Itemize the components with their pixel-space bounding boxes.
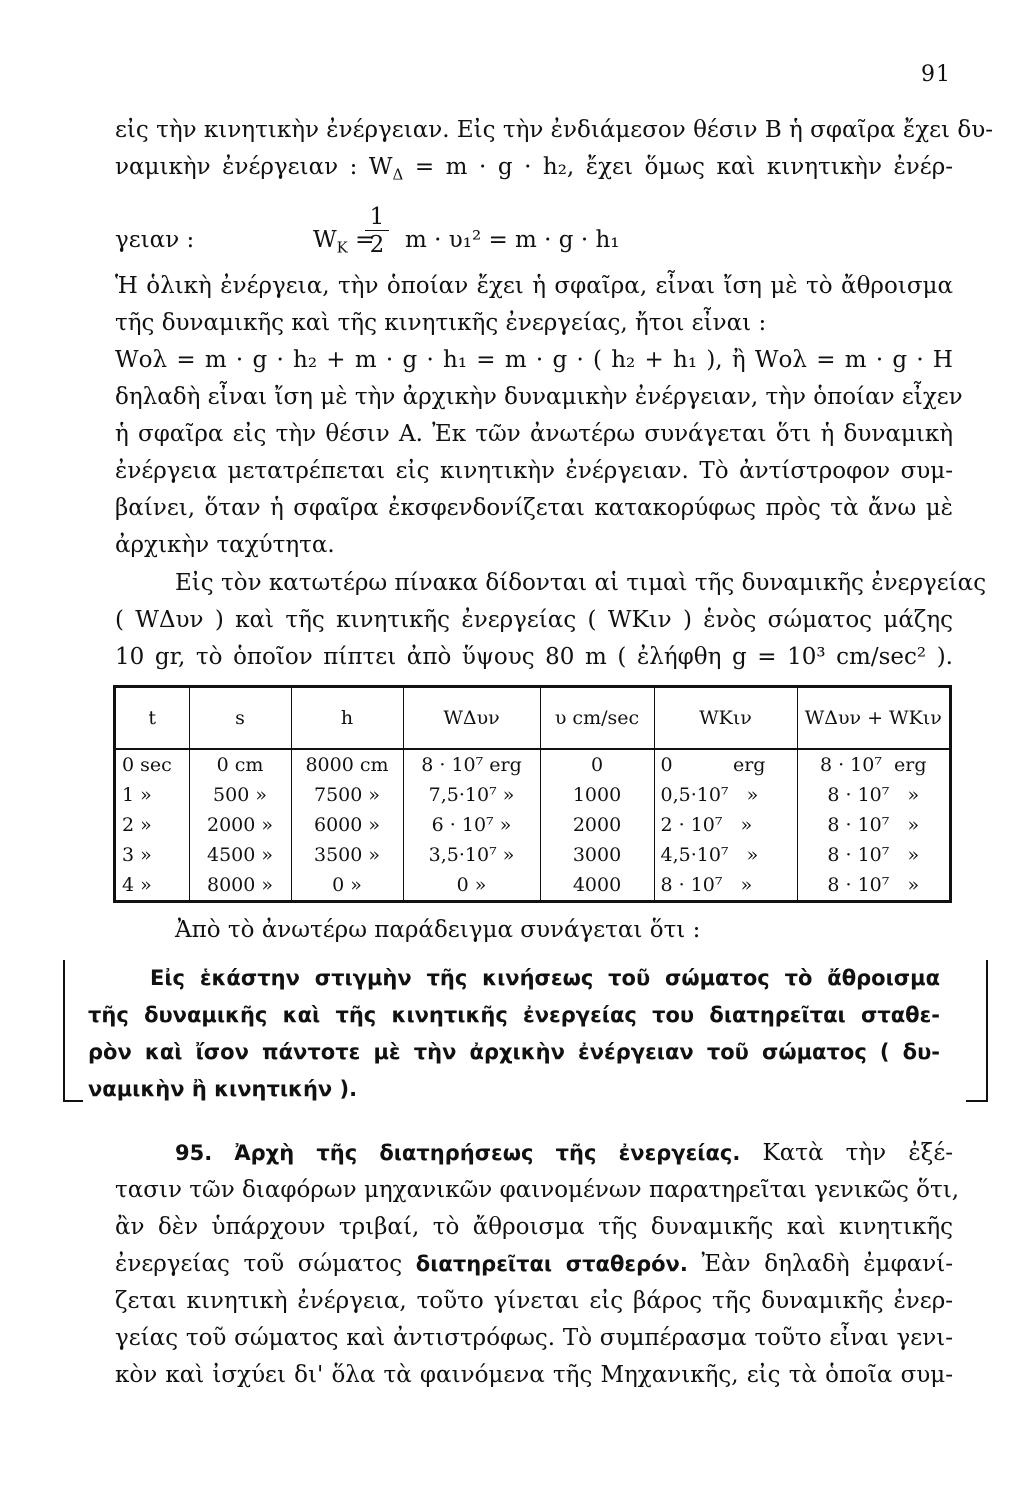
column-header: WΔυν xyxy=(403,688,540,749)
text-line: 10 gr, τὸ ὁποῖον πίπτει ἀπὸ ὕψους 80 m ( ἐλήφθη g = 10³ cm/sec² ). xyxy=(115,644,953,670)
text-line: δηλαδὴ εἶναι ἴση μὲ τὴν ἀρχικὴν δυναμικὴν ἐνέργειαν, τὴν ὁποίαν εἶχεν xyxy=(115,384,963,410)
column-header: h xyxy=(291,688,403,749)
table-cell: 8 · 10⁷ » xyxy=(827,844,920,866)
table-cell: 2 » xyxy=(116,810,189,840)
table-cell: 4500 » xyxy=(189,840,291,870)
text-line: ἡ σφαῖρα εἰς τὴν θέσιν Α. Ἐκ τῶν ἀνωτέρω συνάγεται ὅτι ἡ δυναμικὴ xyxy=(115,421,953,447)
table-cell: 0 erg xyxy=(654,749,797,780)
column-header: υ cm/sec xyxy=(540,688,654,749)
left-bracket-mark xyxy=(63,960,83,1102)
table-cell: 8 · 10⁷ erg xyxy=(403,749,540,780)
text-line: τασιν τῶν διαφόρων μηχανικῶν φαινομένων παρατηρεῖται γενικῶς ὅτι, xyxy=(115,1177,960,1203)
section-number: 95. xyxy=(175,1141,213,1165)
table-cell: 0 » xyxy=(291,870,403,900)
paragraph-kinetic-intro xyxy=(115,112,993,194)
table-row xyxy=(116,780,949,810)
right-bracket-mark xyxy=(966,960,988,1102)
section-95 xyxy=(115,1135,960,1394)
paragraph-table-intro xyxy=(115,565,987,676)
table-cell: 500 » xyxy=(189,780,291,810)
table-cell: 7500 » xyxy=(291,780,403,810)
text-fragment: ναμικὴν ἐνέργειαν : W xyxy=(115,154,393,180)
table-cell: 0,5·10⁷ » xyxy=(654,780,797,810)
subscript-delta: Δ xyxy=(392,165,404,184)
table-cell: 1000 xyxy=(540,780,654,810)
kinetic-energy-formula xyxy=(115,200,815,270)
text-line: Wολ = m · g · h₂ + m · g · h₁ = m · g · ( h₂ + h₁ ), ἢ Wολ = m · g · H xyxy=(115,347,953,373)
text-line: Ἡ ὁλικὴ ἐνέργεια, τὴν ὁποίαν ἔχει ἡ σφαῖρα, εἶναι ἴση μὲ τὸ ἄθροισμα xyxy=(115,273,953,299)
text-line: ναμικὴν ἢ κινητικήν ). xyxy=(88,1077,358,1101)
section-title: Ἀρχὴ τῆς διατηρήσεως τῆς ἐνεργείας. xyxy=(234,1141,741,1165)
text-line: εἰς τὴν κινητικὴν ἐνέργειαν. Εἰς τὴν ἐνδιάμεσον θέσιν Β ἡ σφαῖρα ἔχει δυ- xyxy=(115,117,993,143)
text-line: ρὸν καὶ ἴσον πάντοτε μὲ τὴν ἀρχικὴν ἐνέργειαν τοῦ σώματος ( δυ- xyxy=(88,1040,940,1064)
table-cell: 8 · 10⁷ erg xyxy=(819,754,927,776)
text-line: κὸν καὶ ἰσχύει δι' ὅλα τὰ φαινόμενα τῆς Μηχανικῆς, εἰς τὰ ὁποῖα συμ- xyxy=(115,1362,953,1388)
text-line: ζεται κινητικὴ ἐνέργεια, τοῦτο γίνεται εἰς βάρος τῆς δυναμικῆς ἐνερ- xyxy=(115,1288,953,1314)
formula-label: γειαν : xyxy=(115,227,195,253)
table-cell: 0 » xyxy=(403,870,540,900)
formula-lhs: $W_K$ = xyxy=(313,227,375,257)
text-fragment: ἐνεργείας τοῦ σώματος xyxy=(115,1251,403,1277)
table-cell: 8 · 10⁷ » xyxy=(827,814,920,836)
table-cell: 3,5·10⁷ » xyxy=(403,840,540,870)
table-row xyxy=(116,840,949,870)
text-line xyxy=(115,1135,953,1172)
table-cell: 3000 xyxy=(540,840,654,870)
fraction-denominator: 2 xyxy=(369,232,385,258)
text-line: Εἰς ἑκάστην στιγμὴν τῆς κινήσεως τοῦ σώματος τὸ ἄθροισμα xyxy=(150,966,940,990)
boxed-statement xyxy=(88,960,958,1108)
bold-statement-text xyxy=(88,960,940,1108)
table-cell: 8000 cm xyxy=(291,749,403,780)
text-line: τῆς δυναμικῆς καὶ τῆς κινητικῆς ἐνεργείας, ἤτοι εἶναι : xyxy=(115,310,767,336)
column-header: WΚιν xyxy=(654,688,797,749)
table-cell: 3 » xyxy=(116,840,189,870)
text-line xyxy=(115,1246,953,1283)
text-line: Εἰς τὸν κατωτέρω πίνακα δίδονται αἱ τιμαὶ τῆς δυναμικῆς ἐνεργείας xyxy=(175,570,987,596)
table-row xyxy=(116,749,949,780)
text-line: βαίνει, ὅταν ἡ σφαῖρα ἐκσφενδονίζεται κατακορύφως πρὸς τὰ ἄνω μὲ xyxy=(115,495,953,521)
table-cell: 4 » xyxy=(116,870,189,900)
table-cell: 4000 xyxy=(540,870,654,900)
page-number: 91 xyxy=(921,62,951,87)
table-cell: 2000 » xyxy=(189,810,291,840)
table-cell: 3500 » xyxy=(291,840,403,870)
table-cell: 6 · 10⁷ » xyxy=(403,810,540,840)
column-header: s xyxy=(189,688,291,749)
text-line: γείας τοῦ σώματος καὶ ἀντιστρόφως. Τὸ συμπέρασμα τοῦτο εἶναι γενι- xyxy=(115,1325,953,1351)
table-cell: 2000 xyxy=(540,810,654,840)
text-line xyxy=(115,149,953,194)
table-row xyxy=(116,810,949,840)
column-header: WΔυν + WΚιν xyxy=(797,688,949,749)
table-cell: 8000 » xyxy=(189,870,291,900)
table-cell: 7,5·10⁷ » xyxy=(403,780,540,810)
table-cell: 8 · 10⁷ » xyxy=(827,874,920,896)
table-cell: 0 xyxy=(540,749,654,780)
table-cell: 6000 » xyxy=(291,810,403,840)
text-line: ( WΔυν ) καὶ τῆς κινητικῆς ἐνεργείας ( WΚιν ) ἑνὸς σώματος μάζης xyxy=(115,607,953,633)
paragraph-total-energy xyxy=(115,268,963,564)
table-cell: 8 · 10⁷ » xyxy=(827,784,920,806)
table-cell: 0 sec xyxy=(116,749,189,780)
table-cell: 8 · 10⁷ » xyxy=(654,870,797,900)
column-header: t xyxy=(116,688,189,749)
table-cell: 2 · 10⁷ » xyxy=(654,810,797,840)
fraction-one-half xyxy=(365,204,389,259)
table-cell: 0 cm xyxy=(189,749,291,780)
formula-rhs: m · υ₁² = m · g · h₁ xyxy=(405,227,620,253)
emphasized-text: διατηρεῖται σταθερόν. xyxy=(415,1252,688,1276)
table-cell: 4,5·10⁷ » xyxy=(654,840,797,870)
text-line: Ἀπὸ τὸ ἀνωτέρω παράδειγμα συνάγεται ὅτι : xyxy=(175,917,701,943)
energy-table xyxy=(113,685,952,903)
text-line: ἂν δὲν ὑπάρχουν τριβαί, τὸ ἄθροισμα τῆς δυναμικῆς καὶ κινητικῆς xyxy=(115,1214,953,1240)
text-fragment: Κατὰ τὴν ἐξέ- xyxy=(762,1140,954,1166)
text-fragment: = m · g · h₂, ἔχει ὅμως καὶ κινητικὴν ἐνέρ- xyxy=(414,154,953,180)
text-line: ἐνέργεια μετατρέπεται εἰς κινητικὴν ἐνέργειαν. Τὸ ἀντίστροφον συμ- xyxy=(115,458,953,484)
text-fragment: Ἐὰν δηλαδὴ ἐμφανί- xyxy=(701,1251,954,1277)
paragraph-conclusion-intro xyxy=(115,912,953,949)
table-header-row xyxy=(116,688,949,749)
text-line: ἀρχικὴν ταχύτητα. xyxy=(115,532,335,558)
table-cell: 1 » xyxy=(116,780,189,810)
fraction-numerator: 1 xyxy=(365,204,389,231)
text-line: τῆς δυναμικῆς καὶ τῆς κινητικῆς ἐνεργείας του διατηρεῖται σταθε- xyxy=(88,1003,940,1027)
table-row xyxy=(116,870,949,900)
